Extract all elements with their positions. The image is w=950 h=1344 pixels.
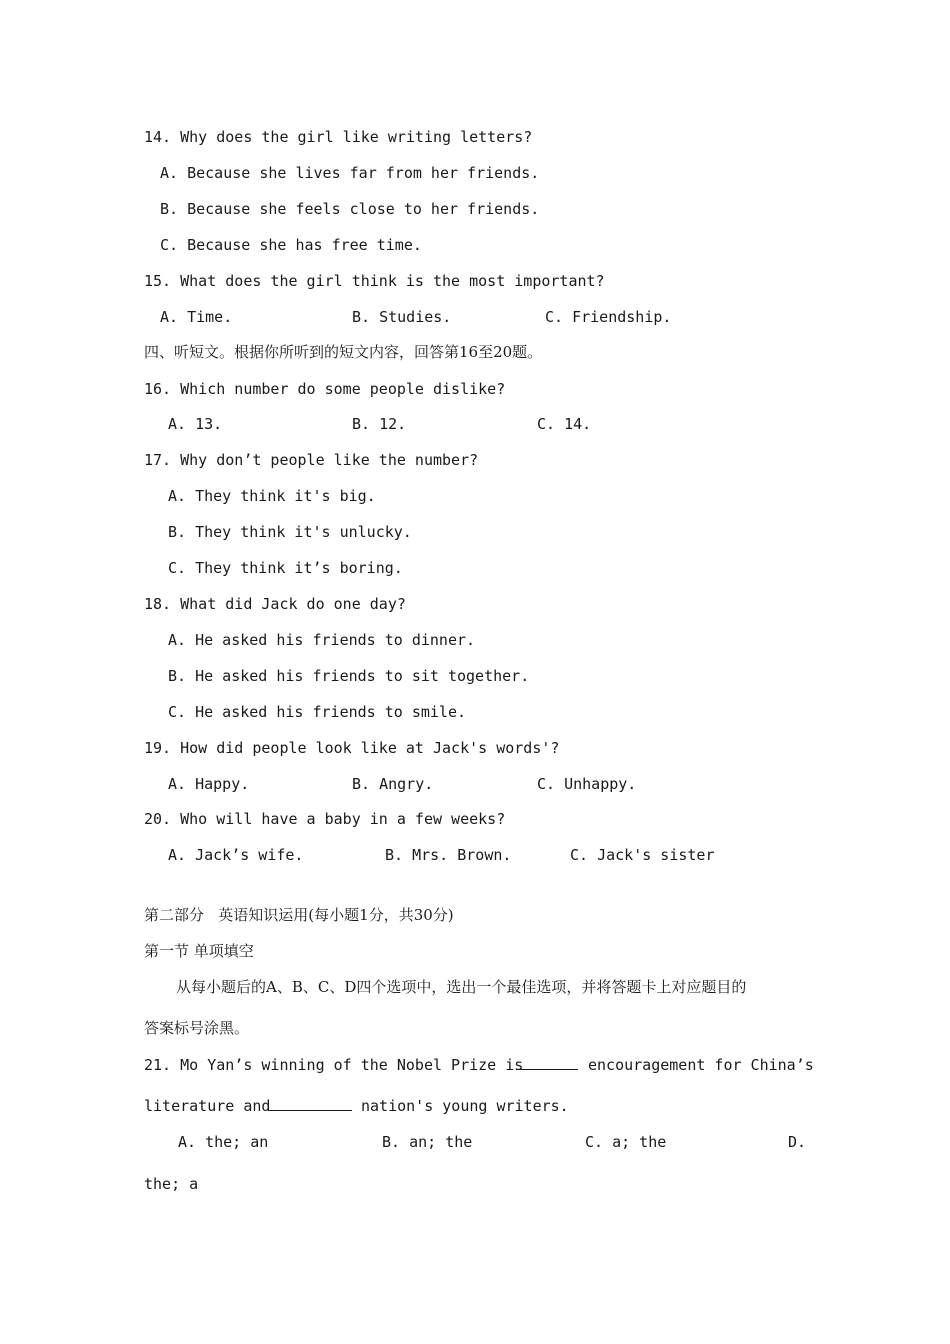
q21-blank-2 xyxy=(269,1096,352,1111)
q21-option-b: B. an; the xyxy=(382,1133,473,1151)
q21-option-d-label: D. xyxy=(788,1133,807,1151)
q18-stem: 18. What did Jack do one day? xyxy=(144,595,406,613)
q18-option-a: A. He asked his friends to dinner. xyxy=(168,631,476,649)
q21-stem-part-2: encouragement for China’s xyxy=(588,1056,814,1074)
part-2-instruction-line-1: 从每小题后的A、B、C、D四个选项中，选出一个最佳选项，并将答题卡上对应题目的 xyxy=(176,978,747,996)
q21-stem-part-1: 21. Mo Yan’s winning of the Nobel Prize is xyxy=(144,1056,524,1074)
part-2-subheading: 第一节 单项填空 xyxy=(144,942,254,960)
q15-option-a: A. Time. xyxy=(160,308,233,326)
q20-stem: 20. Who will have a baby in a few weeks? xyxy=(144,810,506,828)
q20-option-b: B. Mrs. Brown. xyxy=(385,846,512,864)
q17-option-b: B. They think it's unlucky. xyxy=(168,523,412,541)
part-2-instruction-line-2: 答案标号涂黑。 xyxy=(144,1019,250,1037)
q20-option-c: C. Jack's sister xyxy=(570,846,715,864)
q21-blank-1 xyxy=(516,1055,578,1070)
q14-option-c: C. Because she has free time. xyxy=(160,236,422,254)
q19-option-c: C. Unhappy. xyxy=(537,775,637,793)
q21-option-a: A. the; an xyxy=(178,1133,269,1151)
q21-option-c: C. a; the xyxy=(585,1133,667,1151)
section-4-heading: 四、听短文。根据你所听到的短文内容，回答第16至20题。 xyxy=(144,343,543,361)
q16-option-a: A. 13. xyxy=(168,415,223,433)
q20-option-a: A. Jack’s wife. xyxy=(168,846,304,864)
q18-option-b: B. He asked his friends to sit together. xyxy=(168,667,530,685)
q21-stem-part-3: literature and xyxy=(144,1097,271,1115)
q14-option-a: A. Because she lives far from her friends. xyxy=(160,164,540,182)
q19-option-b: B. Angry. xyxy=(352,775,434,793)
q21-option-d-text: the; a xyxy=(144,1175,199,1193)
q16-stem: 16. Which number do some people dislike? xyxy=(144,380,506,398)
q17-option-c: C. They think it’s boring. xyxy=(168,559,403,577)
q15-option-c: C. Friendship. xyxy=(545,308,672,326)
part-2-heading: 第二部分 英语知识运用(每小题1分，共30分) xyxy=(144,906,454,924)
q17-option-a: A. They think it's big. xyxy=(168,487,376,505)
q19-stem: 19. How did people look like at Jack's words'? xyxy=(144,739,560,757)
q17-stem: 17. Why don’t people like the number? xyxy=(144,451,479,469)
q18-option-c: C. He asked his friends to smile. xyxy=(168,703,467,721)
q14-stem: 14. Why does the girl like writing letters? xyxy=(144,128,533,146)
q16-option-b: B. 12. xyxy=(352,415,407,433)
q15-option-b: B. Studies. xyxy=(352,308,452,326)
q21-stem-part-4: nation's young writers. xyxy=(361,1097,569,1115)
q16-option-c: C. 14. xyxy=(537,415,592,433)
q15-stem: 15. What does the girl think is the most important? xyxy=(144,272,605,290)
q14-option-b: B. Because she feels close to her friends. xyxy=(160,200,540,218)
q19-option-a: A. Happy. xyxy=(168,775,250,793)
